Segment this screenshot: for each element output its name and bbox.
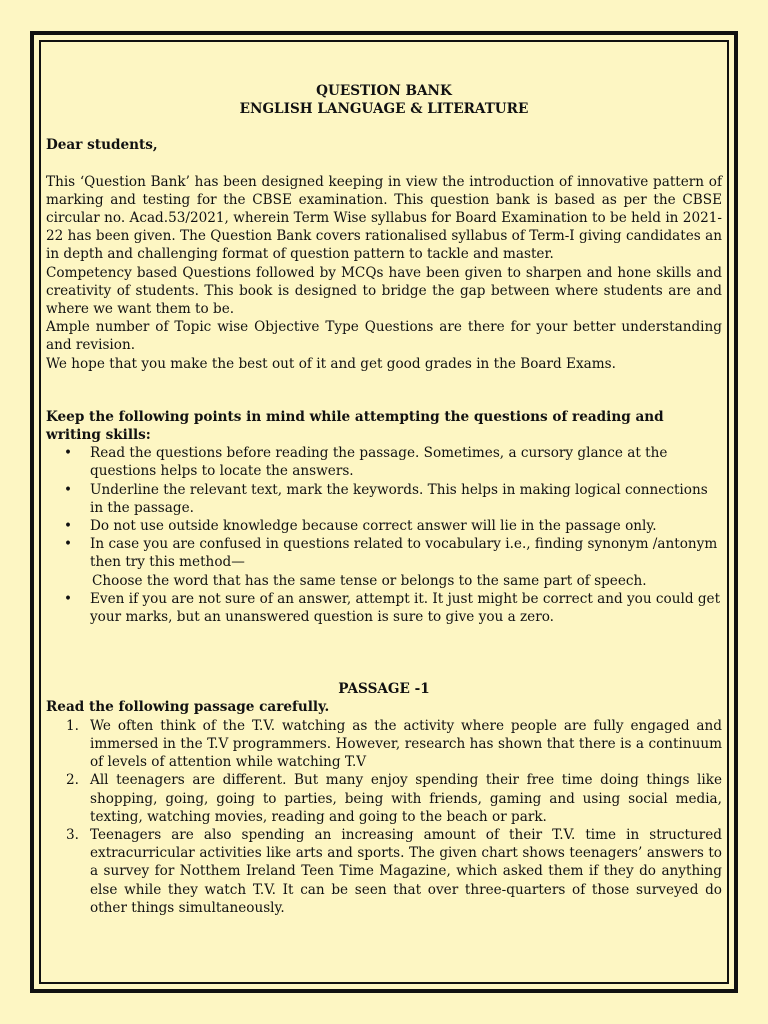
intro-paragraph: We hope that you make the best out of it and get good grades in the Board Exams.: [46, 355, 616, 372]
list-item: [46, 517, 722, 535]
tip-text: In case you are confused in questions related to vocabulary i.e., finding synonym /antonym then try this method—: [90, 536, 718, 571]
tip-text: Do not use outside knowledge because correct answer will lie in the passage only.: [90, 518, 657, 535]
item-number: 1.: [66, 717, 79, 734]
item-number: 3.: [66, 826, 79, 843]
passage-text: We often think of the T.V. watching as the activity where people are fully engaged and immersed in the T.V programmers. However, research has shown that there is a continuum of levels of attention while watching T.V: [90, 717, 722, 771]
passage-list: [46, 717, 722, 917]
passage-title: PASSAGE -1: [338, 681, 430, 698]
document-body: [46, 82, 722, 917]
document-title: QUESTION BANK: [316, 83, 452, 99]
tip-method-note: Choose the word that has the same tense or belongs to the same part of speech.: [92, 572, 647, 589]
passage-text: All teenagers are different. But many enjoy spending their free time doing things like shopping, going, going to parties, being with friends, gaming and using social media, texting, watching movies, reading and going to the beach or park.: [90, 772, 722, 825]
bullet-icon: •: [64, 590, 73, 607]
bullet-icon: •: [64, 445, 73, 462]
list-item: [46, 481, 722, 517]
list-item: [46, 717, 722, 772]
passage-instruction: Read the following passage carefully.: [46, 699, 330, 716]
list-item: [46, 771, 722, 826]
list-item: [46, 826, 722, 917]
item-number: 2.: [66, 772, 79, 789]
list-item: [46, 590, 722, 626]
list-item: [46, 535, 722, 590]
intro-paragraph: Competency based Questions followed by MCQs have been given to sharpen and hone skills and creativity of students. This book is designed to bridge the gap between where students are and where we want them to be.: [46, 264, 722, 318]
intro-section: [46, 173, 722, 373]
tips-list: [46, 444, 722, 626]
tip-text: Even if you are not sure of an answer, attempt it. It just might be correct and you could get your marks, but an unanswered question is sure to give you a zero.: [90, 590, 721, 626]
bullet-icon: •: [64, 536, 73, 553]
tip-text: Underline the relevant text, mark the keywords. This helps in making logical connections in the passage.: [90, 481, 708, 516]
list-item: [46, 444, 722, 480]
greeting: Dear students,: [46, 137, 158, 154]
bullet-icon: •: [64, 481, 73, 498]
intro-paragraph: Ample number of Topic wise Objective Type Questions are there for your better understanding and revision.: [46, 319, 722, 354]
intro-paragraph: This ‘Question Bank’ has been designed keeping in view the introduction of innovative pattern of marking and testing for the CBSE examination. This question bank is based as per the CBSE circular no. Acad.53/2021, wherein Term Wise syllabus for Board Examination to be held in 2021-22 has been given. The Question Bank covers rationalised syllabus of Term-I giving candidates an in depth and challenging format of question pattern to tackle and master.: [46, 173, 722, 263]
bullet-icon: •: [64, 518, 73, 535]
passage-text: Teenagers are also spending an increasing amount of their T.V. time in structured extracurricular activities like arts and sports. The given chart shows teenagers’ answers to a survey for Notthem Ireland Teen Time Magazine, which asked them if they do anything else while they watch T.V. It can be seen that over three-quarters of those surveyed do other things simultaneously.: [90, 826, 722, 916]
tip-text: Read the questions before reading the passage. Sometimes, a cursory glance at the questions helps to locate the answers.: [90, 445, 668, 480]
document-subtitle: ENGLISH LANGUAGE & LITERATURE: [239, 101, 529, 118]
tips-heading: Keep the following points in mind while attempting the questions of reading and writing skills:: [46, 408, 664, 444]
